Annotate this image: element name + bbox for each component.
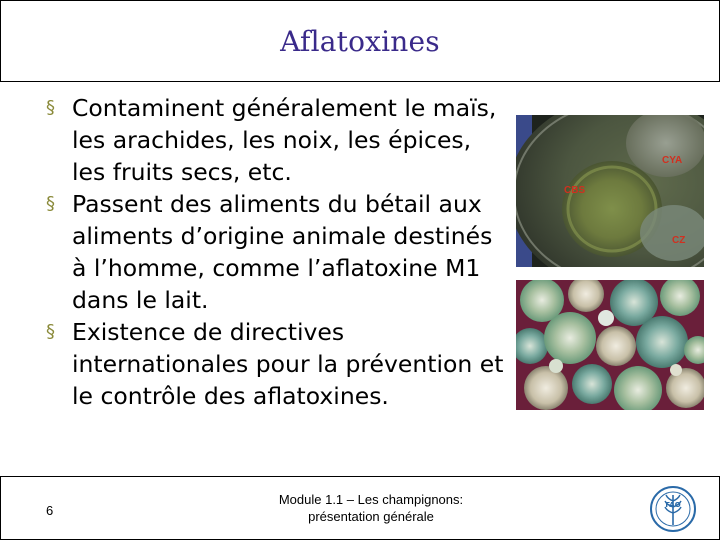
- footer-line-1: Module 1.1 – Les champignons:: [278, 492, 464, 507]
- bullet-list: [44, 92, 504, 412]
- footer-module-title: [251, 491, 491, 525]
- bullet-icon: §: [46, 321, 55, 342]
- bullet-item: [44, 316, 504, 412]
- footer-line-2: présentation générale: [308, 509, 434, 524]
- bullet-item: [44, 188, 504, 316]
- fungal-culture-illustration: [516, 115, 704, 267]
- culture-label: CYA: [662, 155, 683, 166]
- slide-title: Aflatoxines: [280, 25, 440, 58]
- footer-bar: [0, 476, 720, 540]
- mold-colonies-photo: [516, 280, 704, 410]
- culture-label: CBS: [564, 185, 586, 196]
- bullet-icon: §: [46, 97, 55, 118]
- bullet-text: Contaminent généralement le maïs, les arachides, les noix, les épices, les fruits secs, etc.: [72, 94, 497, 186]
- page-number: 6: [46, 503, 54, 518]
- fungal-culture-photo: [516, 115, 704, 267]
- title-bar: [0, 0, 720, 82]
- bullet-item: [44, 92, 504, 188]
- bullet-text: Existence de directives internationales pour la prévention et le contrôle des aflatoxines.: [72, 318, 504, 410]
- fao-logo-text: FAO: [665, 501, 681, 509]
- mold-colonies-illustration: [516, 280, 704, 410]
- bullet-text: Passent des aliments du bétail aux aliments d’origine animale destinés à l’homme, comme l’aflatoxine M1 dans le lait.: [72, 190, 493, 314]
- fao-logo-icon: [649, 485, 697, 533]
- bullet-icon: §: [46, 193, 55, 214]
- culture-label: CZ: [672, 235, 686, 246]
